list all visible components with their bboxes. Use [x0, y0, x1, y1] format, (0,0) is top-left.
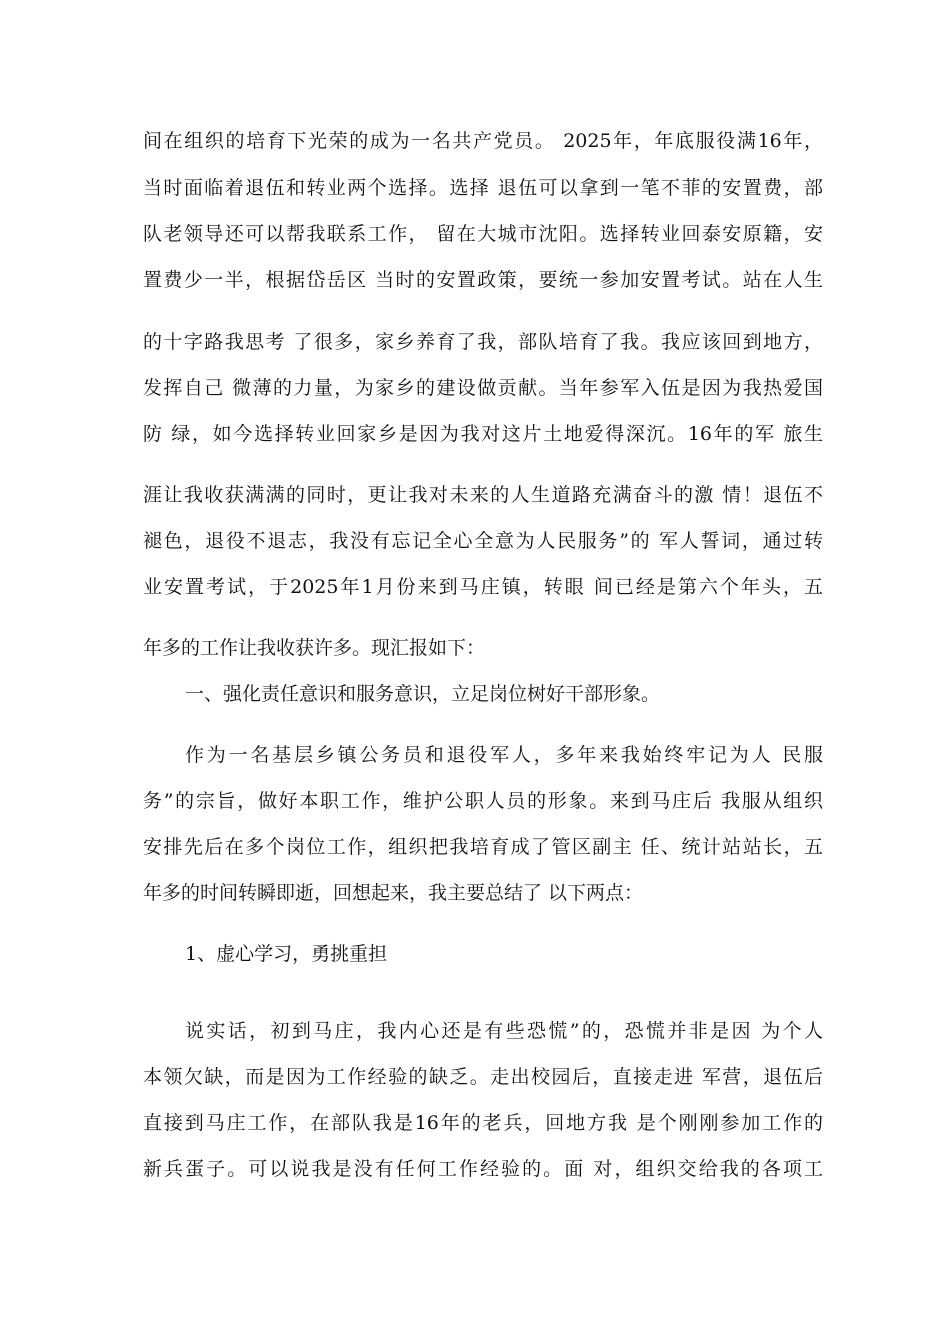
paragraph-line: 直接到马庄工作，在部队我是16年的老兵，回地方我 是个刚刚参加工作的 [143, 1112, 823, 1134]
paragraph-line: 涯让我收获满满的同时，更让我对未来的人生道路充满奋斗的激 情！退伍不 [143, 484, 823, 506]
paragraph-line: 业安置考试，于2025年1月份来到马庄镇，转眼 间已经是第六个年头，五 [143, 576, 823, 598]
paragraph-line: 说实话，初到马庄，我内心还是有些恐慌”的，恐慌并非是因 为个人 [185, 1020, 823, 1042]
paragraph-line: 发挥自己 微薄的力量，为家乡的建设做贡献。当年参军入伍是因为我热爱国 [143, 377, 823, 399]
paragraph-line: 作为一名基层乡镇公务员和退役军人，多年来我始终牢记为人 民服 [185, 744, 823, 766]
subsection-heading: 1、虚心学习，勇挑重担 [185, 943, 388, 965]
paragraph-line: 当时面临着退伍和转业两个选择。选择 退伍可以拿到一笔不菲的安置费，部 [143, 177, 823, 199]
paragraph-line: 间在组织的培育下光荣的成为一名共产党员。 2025年，年底服役满16年， [143, 130, 823, 152]
paragraph-line: 队老领导还可以帮我联系工作， 留在大城市沈阳。选择转业回泰安原籍，安 [143, 223, 823, 245]
paragraph-line: 务”的宗旨，做好本职工作，维护公职人员的形象。来到马庄后 我服从组织 [143, 790, 823, 812]
paragraph-line: 的十字路我思考 了很多，家乡养育了我，部队培育了我。我应该回到地方， [143, 331, 823, 353]
paragraph-line: 本领欠缺，而是因为工作经验的缺乏。走出校园后，直接走进 军营，退伍后 [143, 1066, 823, 1088]
paragraph-line: 褪色，退役不退志，我没有忘记全心全意为人民服务”的 军人誓词，通过转 [143, 530, 823, 552]
section-heading: 一、强化责任意识和服务意识，立足岗位树好干部形象。 [185, 683, 661, 705]
paragraph-line: 年多的工作让我收获许多。现汇报如下： [143, 637, 486, 659]
paragraph-line: 防 绿，如今选择转业回家乡是因为我对这片土地爱得深沉。16年的军 旅生 [143, 423, 823, 445]
paragraph-line: 年多的时间转瞬即逝，回想起来，我主要总结了 以下两点： [143, 882, 644, 904]
paragraph-line: 安排先后在多个岗位工作，组织把我培育成了管区副主 任、统计站站长，五 [143, 836, 823, 858]
paragraph-line: 新兵蛋子。可以说我是没有任何工作经验的。面 对，组织交给我的各项工 [143, 1158, 823, 1180]
paragraph-line: 置费少一半，根据岱岳区 当时的安置政策，要统一参加安置考试。站在人生 [143, 269, 823, 291]
